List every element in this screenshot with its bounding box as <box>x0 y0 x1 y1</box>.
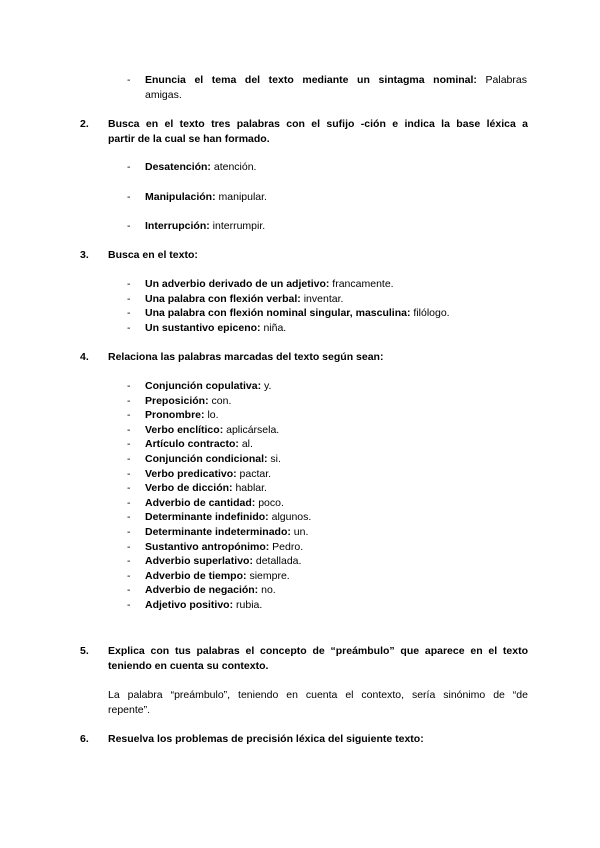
list-item <box>145 482 267 495</box>
answer-5-line1: La palabra “preámbulo”, teniendo en cuenta el contexto, sería sinónimo de “de <box>108 689 528 701</box>
item-label: Conjunción condicional: <box>145 453 268 465</box>
list-item <box>145 438 253 451</box>
list-item <box>145 453 281 466</box>
list-item <box>145 380 271 393</box>
list-dash: - <box>127 599 131 611</box>
item-value: atención. <box>213 161 257 173</box>
question-number: 6. <box>80 733 89 745</box>
item-value: al. <box>241 438 253 451</box>
item-label: Interrupción: <box>145 220 210 232</box>
item-value: si. <box>270 453 281 465</box>
question-5-line1: Explica con tus palabras el concepto de “preámbulo” que aparece en el texto <box>108 645 528 657</box>
item-value: con. <box>211 394 232 407</box>
list-item <box>145 511 311 524</box>
list-item <box>145 307 450 320</box>
item-label: Sustantivo antropónimo: <box>145 540 270 553</box>
item-label: Pronombre: <box>145 409 205 422</box>
list-item <box>145 570 290 583</box>
list-dash: - <box>127 409 131 422</box>
item-label: Desatención: <box>145 161 211 173</box>
theme-item-line1 <box>145 74 527 87</box>
item-value: interrumpir. <box>212 220 266 232</box>
list-dash: - <box>127 278 131 290</box>
list-item <box>145 278 394 291</box>
item-value: detallada. <box>255 555 302 568</box>
list-dash: - <box>127 220 131 232</box>
list-item <box>145 191 267 204</box>
item-label: Una palabra con flexión verbal: <box>145 292 301 305</box>
item-label: Verbo enclítico: <box>145 423 224 436</box>
item-value: un. <box>293 526 309 538</box>
question-4-line1: Relaciona las palabras marcadas del texto según sean: <box>108 351 384 363</box>
item-label: Una palabra con flexión nominal singular, masculina: <box>145 307 411 320</box>
item-value: lo. <box>207 409 219 422</box>
list-dash: - <box>127 584 131 597</box>
item-label: Determinante indefinido: <box>145 511 269 524</box>
item-label: Conjunción copulativa: <box>145 380 262 392</box>
item-value: algunos. <box>271 511 312 524</box>
list-item <box>145 409 219 422</box>
list-item <box>145 220 265 233</box>
list-item <box>145 497 284 510</box>
list-dash: - <box>127 569 131 582</box>
item-value: siempre. <box>249 569 290 582</box>
item-value: Palabras <box>485 74 527 86</box>
item-label: Un sustantivo epiceno: <box>145 321 261 334</box>
item-value: no. <box>261 584 276 597</box>
item-label: Artículo contracto: <box>145 438 239 451</box>
list-dash: - <box>127 423 131 436</box>
item-value: y. <box>264 380 272 392</box>
item-value: niña. <box>263 321 287 334</box>
item-label: Adverbio de negación: <box>145 584 259 597</box>
item-label: Adverbio de tiempo: <box>145 569 247 582</box>
item-value: filólogo. <box>413 307 450 320</box>
item-value: Pedro. <box>272 540 304 553</box>
item-value: pactar. <box>239 467 272 480</box>
item-value: poco. <box>258 496 284 509</box>
item-value: rubia. <box>236 599 263 611</box>
item-label: Determinante indeterminado: <box>145 526 291 538</box>
question-2-line2: partir de la cual se han formado. <box>108 133 270 145</box>
item-label: Adjetivo positivo: <box>145 599 234 611</box>
item-label: Un adverbio derivado de un adjetivo: <box>145 278 330 290</box>
item-label: Enuncia el tema del texto mediante un sintagma nominal: <box>145 74 477 86</box>
list-dash: - <box>127 526 131 538</box>
list-item <box>145 395 231 408</box>
list-dash: - <box>127 394 131 407</box>
answer-5-line2: repente”. <box>108 704 151 716</box>
list-dash: - <box>127 190 131 203</box>
list-dash: - <box>127 321 131 334</box>
list-dash: - <box>127 453 131 465</box>
item-value: aplicársela. <box>226 423 280 436</box>
question-6-line1: Resuelva los problemas de precisión léxica del siguiente texto: <box>108 733 424 745</box>
question-3-line1: Busca en el texto: <box>108 249 198 261</box>
item-label: Adverbio superlativo: <box>145 555 253 568</box>
list-item <box>145 322 286 335</box>
list-dash: - <box>127 482 131 495</box>
list-dash: - <box>127 467 131 480</box>
list-dash: - <box>127 161 131 173</box>
theme-item-line2: amigas. <box>145 89 182 101</box>
list-item <box>145 555 301 568</box>
item-value: manipular. <box>218 190 267 203</box>
item-value: inventar. <box>303 292 344 305</box>
item-value: hablar. <box>235 482 267 495</box>
question-number: 5. <box>80 645 89 657</box>
list-item <box>145 599 262 612</box>
item-label: Verbo predicativo: <box>145 467 237 480</box>
list-item <box>145 526 308 539</box>
list-dash: - <box>127 307 131 320</box>
question-2-line1: Busca en el texto tres palabras con el sufijo -ción e indica la base léxica a <box>108 118 528 130</box>
item-label: Verbo de dicción: <box>145 482 233 495</box>
list-dash: - <box>127 380 131 392</box>
list-item <box>145 161 256 174</box>
item-label: Preposición: <box>145 394 209 407</box>
question-5-line2: teniendo en cuenta su contexto. <box>108 660 269 672</box>
list-item <box>145 424 279 437</box>
list-dash: - <box>127 438 131 451</box>
item-label: Adverbio de cantidad: <box>145 496 256 509</box>
list-dash: - <box>127 292 131 305</box>
list-dash: - <box>127 540 131 553</box>
item-value: francamente. <box>332 278 394 290</box>
list-dash: - <box>127 74 131 86</box>
question-number: 3. <box>80 249 89 261</box>
list-item <box>145 584 276 597</box>
list-dash: - <box>127 496 131 509</box>
list-item <box>145 293 343 306</box>
list-dash: - <box>127 511 131 524</box>
question-number: 2. <box>80 118 89 130</box>
list-item <box>145 468 271 481</box>
list-dash: - <box>127 555 131 568</box>
question-number: 4. <box>80 351 89 363</box>
item-label: Manipulación: <box>145 190 216 203</box>
list-item <box>145 541 303 554</box>
